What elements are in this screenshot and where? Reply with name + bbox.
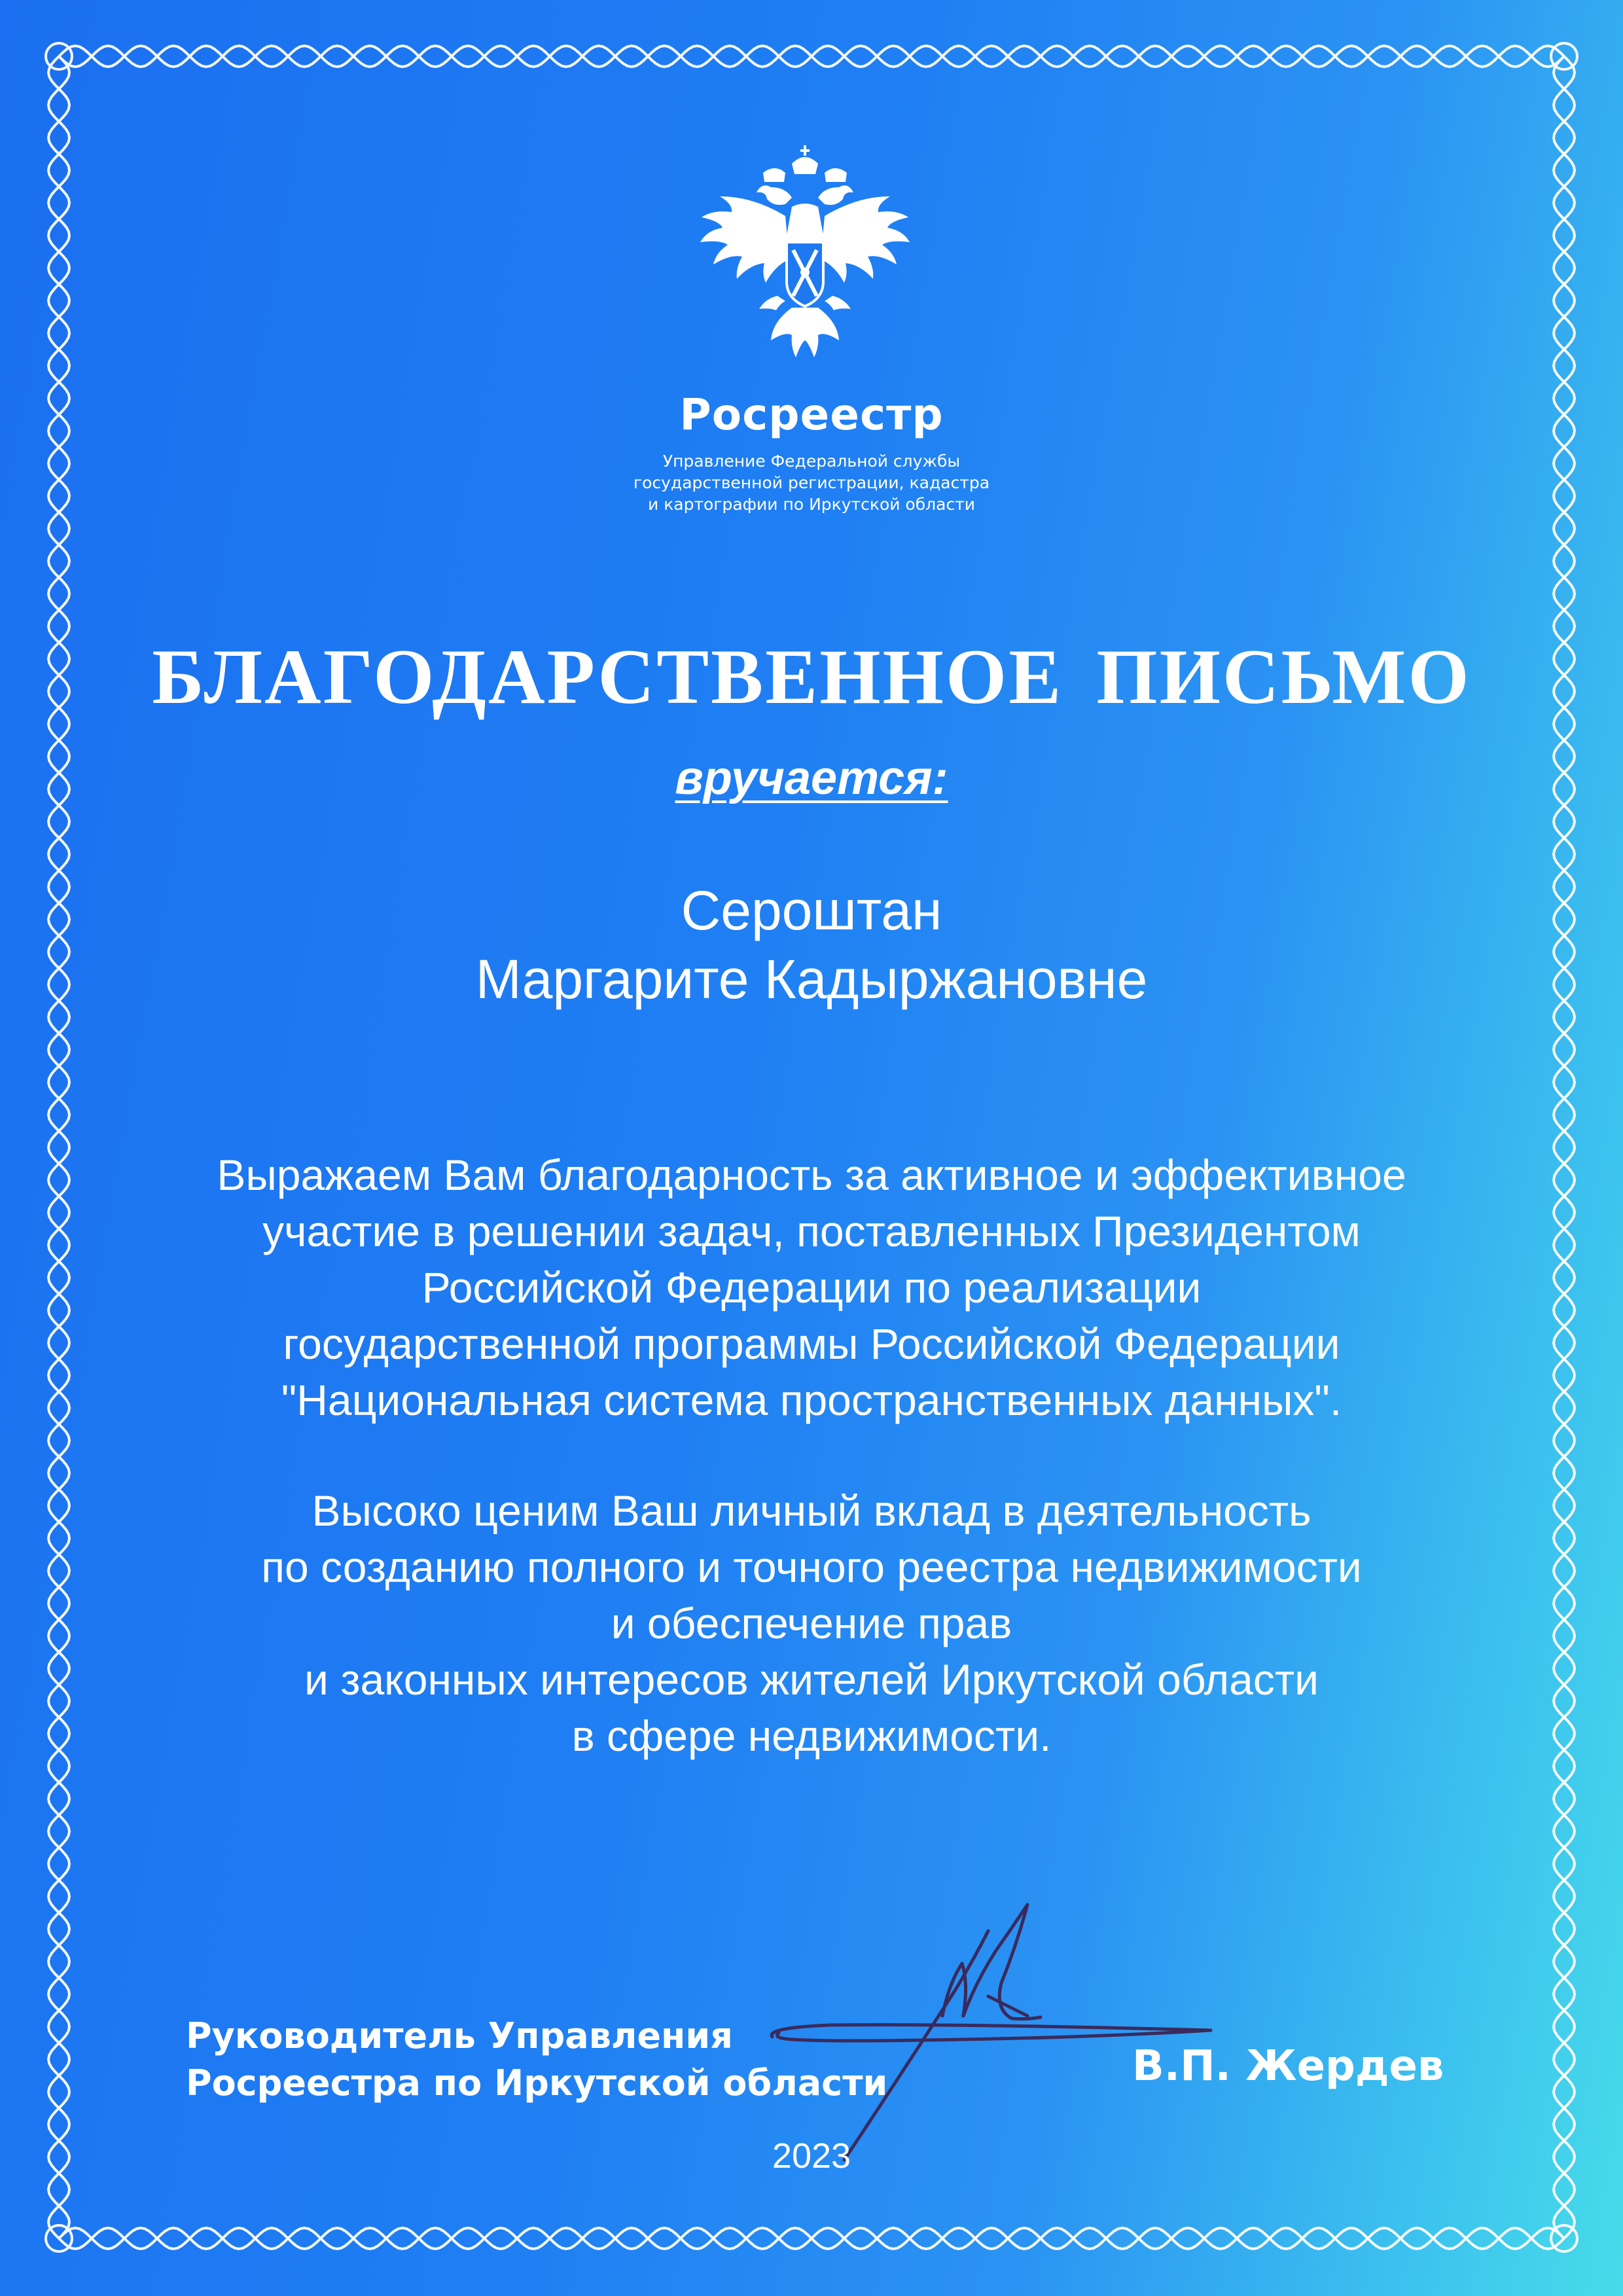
paragraph-line: Высоко ценим Ваш личный вклад в деятельность [312, 1486, 1311, 1535]
paragraph-line: государственной программы Российской Федерации [283, 1319, 1340, 1368]
paragraph-line: Российской Федерации по реализации [421, 1263, 1202, 1312]
recipient-surname: Сероштан [681, 880, 942, 941]
brand-subtitle-line: Управление Федеральной службы [662, 452, 961, 471]
border-chain-strand [59, 2228, 1564, 2249]
brand-subtitle-line: и картографии по Иркутской области [648, 495, 975, 514]
gratitude-paragraph [0, 1147, 1623, 1428]
paragraph-line: Выражаем Вам благодарность за активное и эффективное [217, 1151, 1406, 1199]
paragraph-line: по созданию полного и точного реестра недвижимости [261, 1543, 1362, 1591]
paragraph-line: и законных интересов жителей Иркутской области [304, 1655, 1319, 1704]
brand-subtitle [0, 450, 1623, 515]
signer-position-line: Росреестра по Иркутской области [186, 2062, 888, 2104]
recipient-given-names: Маргарите Кадыржановне [475, 948, 1148, 1010]
rosreestr-eagle-emblem-icon [694, 144, 916, 393]
paragraph-line: участие в решении задач, поставленных Президентом [262, 1207, 1361, 1255]
document-title: БЛАГОДАРСТВЕННОЕ ПИСЬМО [152, 633, 1471, 720]
brand-name: Росреестр [679, 389, 944, 440]
brand-subtitle-line: государственной регистрации, кадастра [633, 473, 990, 492]
border-chain-strand [59, 46, 1564, 67]
presented-label: вручается: [675, 752, 948, 804]
paragraph-line: "Национальная система пространственных данных". [281, 1376, 1342, 1424]
signer-name: В.П. Жердев [1132, 2042, 1444, 2090]
document-year: 2023 [772, 2136, 851, 2176]
paragraph-line: и обеспечение прав [611, 1599, 1012, 1647]
appreciation-paragraph [0, 1482, 1623, 1764]
signer-position-line: Руководитель Управления [186, 2015, 733, 2056]
paragraph-line: в сфере недвижимости. [571, 1712, 1052, 1760]
handwritten-signature [753, 1885, 1224, 2173]
